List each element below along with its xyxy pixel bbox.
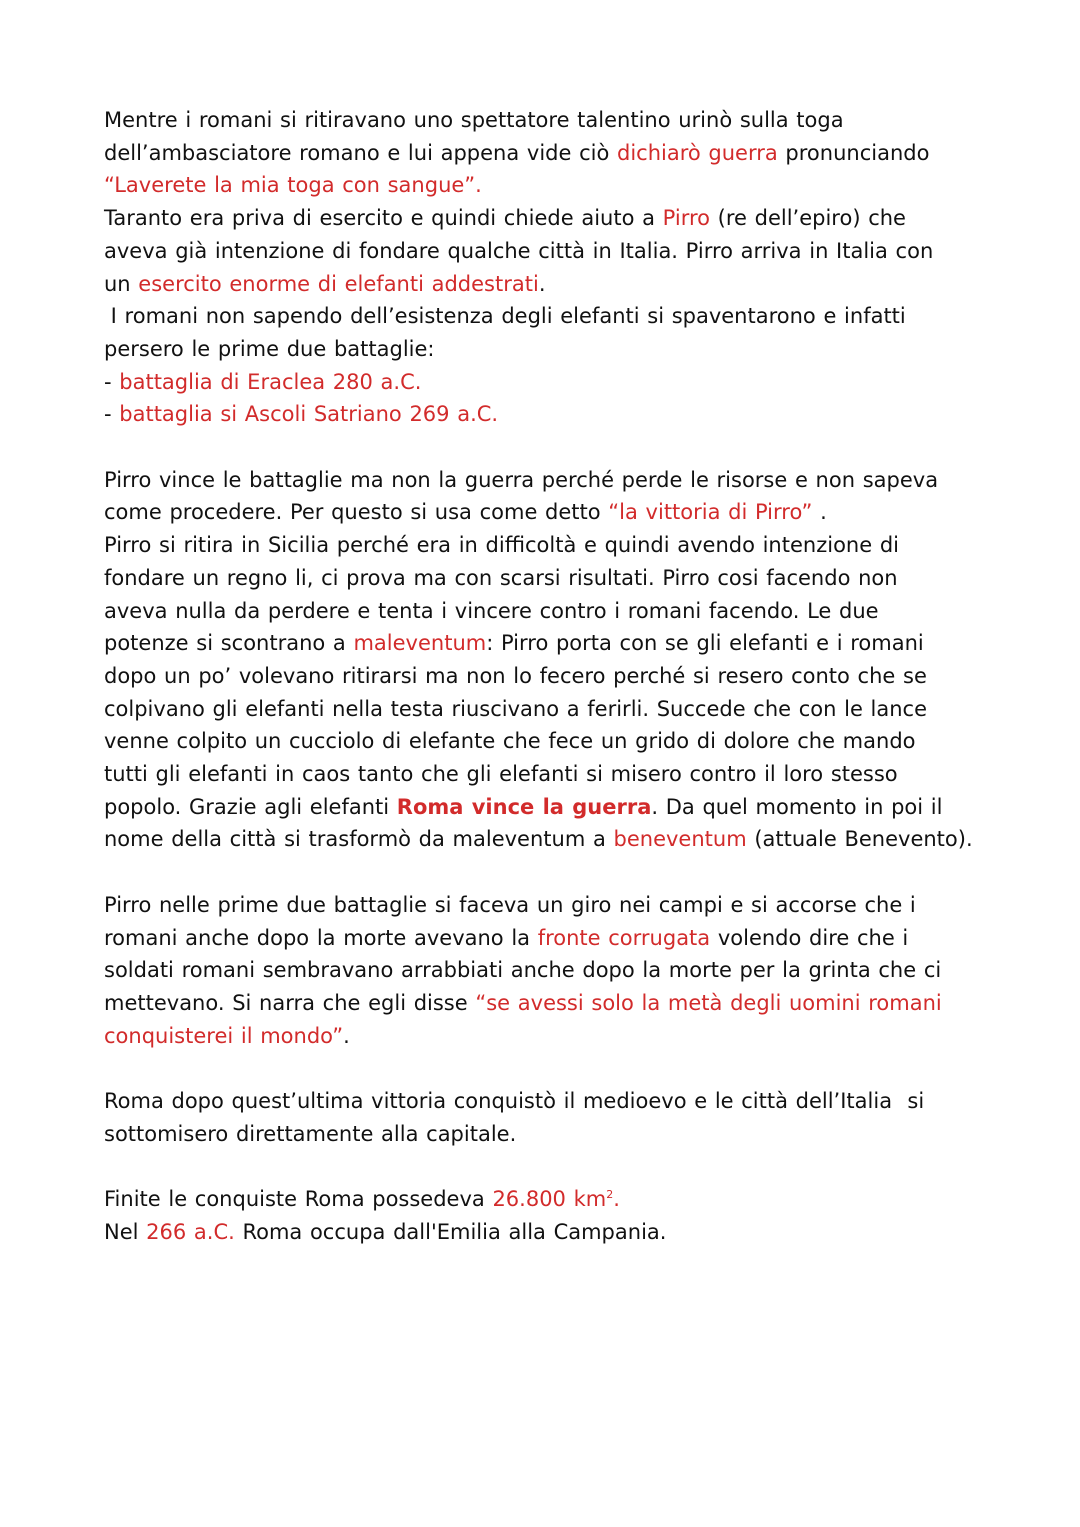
- list-dash: -: [104, 369, 120, 394]
- text: mettevano. Si narra che egli disse: [104, 990, 476, 1015]
- text: aveva nulla da perdere e tenta i vincere contro i romani facendo. Le due: [104, 598, 879, 623]
- text-line: [104, 1216, 1040, 1249]
- text: I romani non sapendo dell’esistenza degli elefanti si spaventarono e infatti: [104, 304, 906, 329]
- text-line: [104, 889, 1040, 922]
- highlighted-text: 26.800 km: [492, 1187, 607, 1212]
- text-line: [104, 1183, 1040, 1216]
- text-line: [104, 464, 1040, 497]
- text: .: [538, 271, 546, 296]
- highlighted-quote: “se avessi solo la metà degli uomini romani: [475, 990, 942, 1015]
- text-line: [104, 660, 1040, 693]
- text: tutti gli elefanti in caos tanto che gli elefanti si misero contro il loro stesso: [104, 762, 898, 787]
- text: (attuale Benevento).: [746, 827, 973, 852]
- paragraph-gap: [104, 431, 1040, 464]
- text: Pirro si ritira in Sicilia perché era in difficoltà e quindi avendo intenzione di: [104, 533, 899, 558]
- highlighted-quote: “la vittoria di Pirro”: [608, 500, 813, 525]
- list-item: [104, 398, 1040, 431]
- text-line: [104, 1020, 1040, 1053]
- highlighted-text: 266 a.C.: [146, 1219, 235, 1244]
- text: romani anche dopo la morte avevano la: [104, 925, 538, 950]
- highlighted-quote: “Laverete la mia toga con sangue”.: [104, 173, 482, 198]
- highlighted-text: beneventum: [613, 827, 747, 852]
- highlighted-text: maleventum: [353, 631, 487, 656]
- text: . Da quel momento in poi il: [651, 794, 943, 819]
- text: .: [343, 1023, 350, 1048]
- list-dash: -: [104, 402, 120, 427]
- text-line: [104, 954, 1040, 987]
- text-line: [104, 268, 1040, 301]
- text-line: [104, 595, 1040, 628]
- text: fondare un regno li, ci prova ma con scarsi risultati. Pirro cosi facendo non: [104, 565, 898, 590]
- paragraph-pyrrhic-victory: [104, 464, 1040, 856]
- text-line: [104, 169, 1040, 202]
- text-line: [104, 104, 1040, 137]
- highlighted-text: battaglia di Eraclea 280 a.C.: [119, 369, 422, 394]
- text: potenze si scontrano a: [104, 631, 354, 656]
- text: colpivano gli elefanti nella testa riuscivano a ferirli. Succede che con le lance: [104, 696, 928, 721]
- text: popolo. Grazie agli elefanti: [104, 794, 397, 819]
- paragraph-wrinkled-brow: [104, 889, 1040, 1053]
- paragraph-gap: [104, 856, 1040, 889]
- paragraph-gap: [104, 1052, 1040, 1085]
- highlighted-text: Pirro: [662, 206, 710, 231]
- text: Taranto era priva di esercito e quindi chiede aiuto a: [104, 206, 663, 231]
- superscript: 2: [606, 1188, 614, 1202]
- text: dopo un po’ volevano ritirarsi ma non lo fecero perché si resero conto che se: [104, 663, 927, 688]
- text: Pirro vince le battaglie ma non la guerra perché perde le risorse e non sapeva: [104, 467, 939, 492]
- text-line: [104, 627, 1040, 660]
- text: nome della città si trasformò da maleventum a: [104, 827, 614, 852]
- text: (re dell’epiro) che: [709, 206, 906, 231]
- text-line: [104, 758, 1040, 791]
- text: dell’ambasciatore romano e lui appena vide ciò: [104, 140, 617, 165]
- text: soldati romani sembravano arrabbiati anche dopo la morte per la grinta che ci: [104, 958, 942, 983]
- text-line: [104, 987, 1040, 1020]
- highlighted-bold-text: Roma vince la guerra: [396, 794, 652, 819]
- text-line: [104, 725, 1040, 758]
- highlighted-text: dichiarò guerra: [616, 140, 778, 165]
- paragraph-conquest: [104, 1085, 1040, 1150]
- text-line: [104, 791, 1040, 824]
- text-line: [104, 922, 1040, 955]
- paragraph-battles: [104, 300, 1040, 431]
- text: .: [812, 500, 827, 525]
- paragraph-ambassador: [104, 104, 1040, 202]
- text-line: [104, 1118, 1040, 1151]
- text-line: [104, 202, 1040, 235]
- highlighted-text: .: [613, 1187, 620, 1212]
- text: Roma occupa dall'Emilia alla Campania.: [234, 1219, 667, 1244]
- text-line: [104, 562, 1040, 595]
- text: venne colpito un cucciolo di elefante che fece un grido di dolore che mando: [104, 729, 916, 754]
- text: aveva già intenzione di fondare qualche città in Italia. Pirro arriva in Italia con: [104, 238, 934, 263]
- text: Mentre i romani si ritiravano uno spettatore talentino urinò sulla toga: [104, 108, 844, 132]
- highlighted-text: fronte corrugata: [537, 925, 711, 950]
- text: pronunciando: [777, 140, 930, 165]
- text: come procedere. Per questo si usa come detto: [104, 500, 609, 525]
- text: volendo dire che i: [710, 925, 909, 950]
- highlighted-text: esercito enorme di elefanti addestrati: [138, 271, 539, 296]
- text-line: [104, 137, 1040, 170]
- highlighted-text: battaglia si Ascoli Satriano 269 a.C.: [119, 402, 499, 427]
- text-line: [104, 235, 1040, 268]
- text-line: [104, 333, 1040, 366]
- text-line: [104, 496, 1040, 529]
- text-line: [104, 300, 1040, 333]
- text: Nel: [104, 1219, 147, 1244]
- text-line: [104, 693, 1040, 726]
- text: Finite le conquiste Roma possedeva: [104, 1187, 493, 1212]
- text-line: [104, 1085, 1040, 1118]
- list-item: [104, 366, 1040, 399]
- paragraph-taranto: [104, 202, 1040, 300]
- text: : Pirro porta con se gli elefanti e i romani: [486, 631, 924, 656]
- highlighted-quote: conquisterei il mondo”: [104, 1023, 344, 1048]
- text: sottomisero direttamente alla capitale.: [104, 1121, 517, 1146]
- text: un: [104, 271, 139, 296]
- text-line: [104, 529, 1040, 562]
- text: Pirro nelle prime due battaglie si faceva un giro nei campi e si accorse che i: [104, 892, 916, 917]
- paragraph-gap: [104, 1150, 1040, 1183]
- text: Roma dopo quest’ultima vittoria conquistò il medioevo e le città dell’Italia si: [104, 1089, 925, 1114]
- paragraph-territory: [104, 1183, 1040, 1248]
- text: persero le prime due battaglie:: [104, 336, 435, 361]
- text-line: [104, 823, 1040, 856]
